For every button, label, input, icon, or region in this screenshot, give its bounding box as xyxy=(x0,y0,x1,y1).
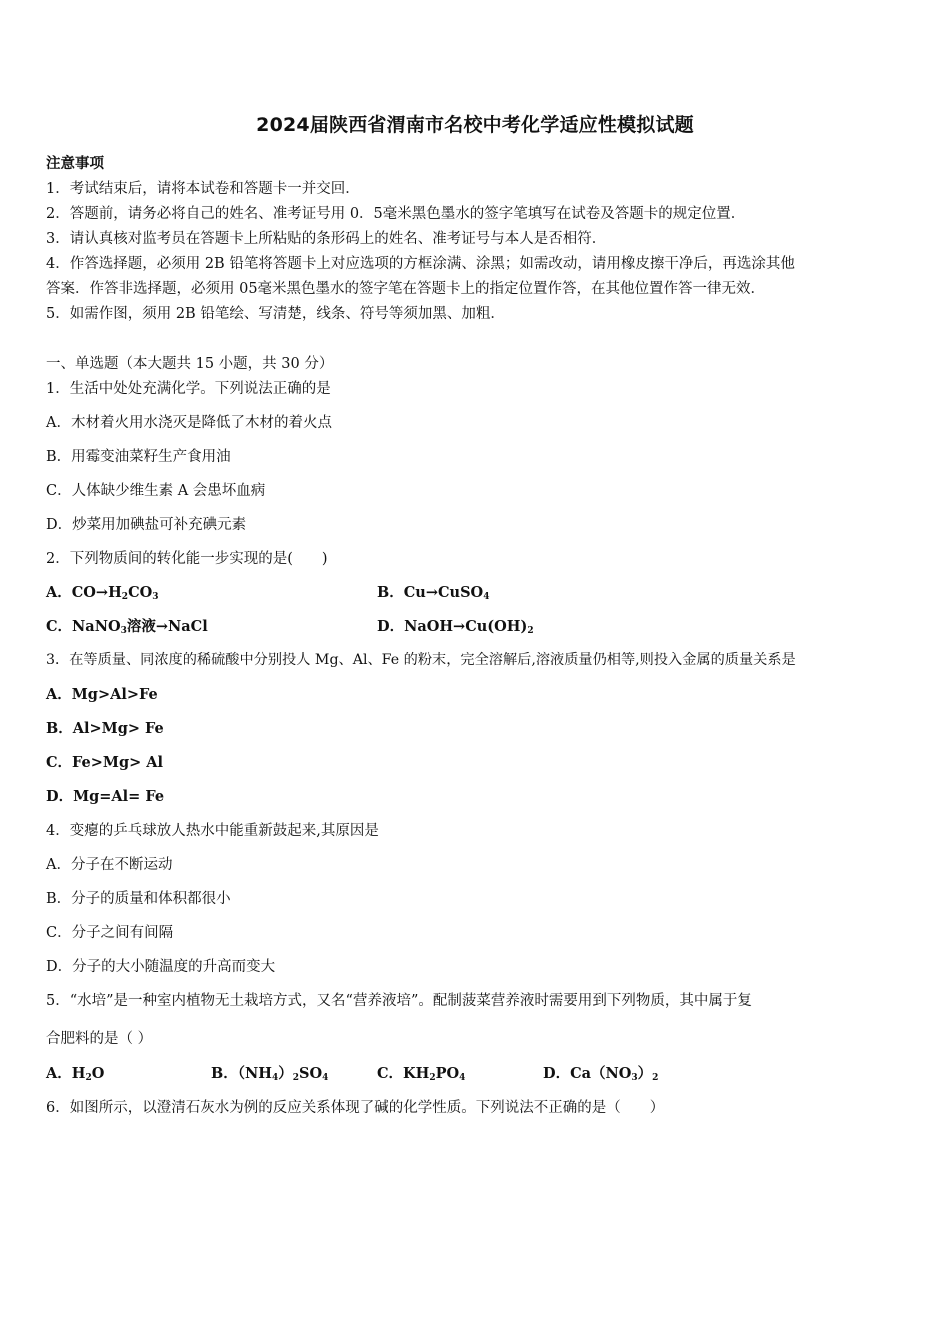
question-3-stem: 3．在等质量、同浓度的稀硫酸中分别投人 Mg、Al、Fe 的粉末，完全溶解后,溶液质量仍相等,则投入金属的质量关系是 xyxy=(46,652,796,668)
section-heading: 一、单选题（本大题共 15 小题，共 30 分） xyxy=(46,356,334,372)
question-1-option-c: C．人体缺少维生素 A 会患坏血病 xyxy=(46,483,266,499)
question-1-option-a: A．木材着火用水浇灭是降低了木材的着火点 xyxy=(46,415,332,431)
question-4-option-a: A．分子在不断运动 xyxy=(46,857,173,873)
notice-item-5: 5．如需作图，须用 2B 铅笔绘、写清楚，线条、符号等须加黑、加粗． xyxy=(46,306,505,322)
question-3-option-b: B．Al>Mg> Fe xyxy=(46,720,164,737)
question-2-option-d: D．$NaOH\to Cu(OH)_2$ xyxy=(377,618,534,636)
question-2-option-c: C．NaNO$_3$溶液→NaCl xyxy=(46,618,208,636)
question-6-stem: 6．如图所示，以澄清石灰水为例的反应关系体现了碱的化学性质。下列说法不正确的是（ ） xyxy=(46,1100,665,1116)
question-1-option-b: B．用霉变油菜籽生产食用油 xyxy=(46,449,231,465)
question-2-stem: 2．下列物质间的转化能一步实现的是( ) xyxy=(46,551,328,567)
question-4-option-c: C．分子之间有间隔 xyxy=(46,925,174,941)
notice-item-4: 4．作答选择题，必须用 2B 铅笔将答题卡上对应选项的方框涂满、涂黑；如需改动，请用橡皮擦干净后，再选涂其他 xyxy=(46,256,795,272)
question-5-option-c: C．$KH_2PO_4$ xyxy=(377,1065,466,1083)
notice-heading: 注意事项 xyxy=(46,155,104,172)
notice-item-1: 1．考试结束后，请将本试卷和答题卡一并交回． xyxy=(46,181,360,197)
question-2-option-b: B．Cu→CuSO$_4$ xyxy=(377,584,490,602)
question-1-option-d: D．炒菜用加碘盐可补充碘元素 xyxy=(46,517,247,533)
question-5-stem: 5．“水培”是一种室内植物无土栽培方式，又名“营养液培”。配制菠菜营养液时需要用到下列物质，其中属于复 xyxy=(46,993,752,1009)
page-title: 2024届陕西省渭南市名校中考化学适应性模拟试题 xyxy=(256,114,694,136)
question-5-stem-cont: 合肥料的是（ ） xyxy=(46,1031,153,1047)
question-3-option-c: C．Fe>Mg> Al xyxy=(46,754,164,771)
question-5-option-a: A．$H_2O$ xyxy=(46,1065,105,1083)
question-2-option-a: A．$CO\to H_2CO_3$ xyxy=(46,584,159,602)
question-4-option-b: B．分子的质量和体积都很小 xyxy=(46,891,231,907)
question-3-option-d: D．Mg=Al= Fe xyxy=(46,788,165,805)
question-1-stem: 1．生活中处处充满化学。下列说法正确的是 xyxy=(46,381,331,397)
question-4-option-d: D．分子的大小随温度的升高而变大 xyxy=(46,959,276,975)
notice-item-2: 2．答题前，请务必将自己的姓名、准考证号用 0．5毫米黑色墨水的签字笔填写在试卷及答题卡的规定位置． xyxy=(46,206,746,222)
question-5-option-d: D．$Ca(NO_3)_2$ xyxy=(543,1065,659,1083)
notice-item-3: 3．请认真核对监考员在答题卡上所粘贴的条形码上的姓名、准考证号与本人是否相符． xyxy=(46,231,607,247)
notice-item-4-cont: 答案．作答非选择题，必须用 05毫米黑色墨水的签字笔在答题卡上的指定位置作答，在其他位置作答一律无效． xyxy=(46,281,766,297)
question-5-option-b: B．$(NH_4)_2SO_4$ xyxy=(211,1065,329,1083)
question-3-option-a: A．Mg>Al>Fe xyxy=(46,686,158,703)
question-4-stem: 4．变瘪的乒乓球放人热水中能重新鼓起来,其原因是 xyxy=(46,823,379,839)
